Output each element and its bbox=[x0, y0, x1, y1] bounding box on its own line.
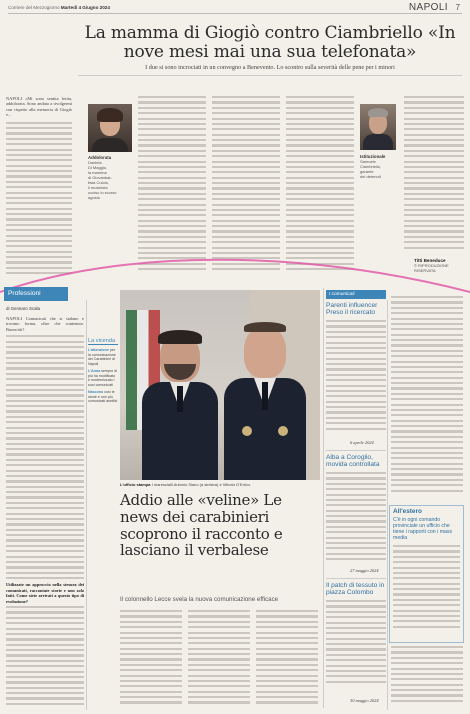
top-story-col-4 bbox=[286, 96, 354, 276]
top-story-col-2 bbox=[138, 96, 206, 276]
main-story-col-1 bbox=[120, 610, 182, 710]
section-label: NAPOLI bbox=[408, 2, 448, 13]
caption-line: tista Cutolo, bbox=[88, 180, 110, 185]
caption-line: Ciambriello, bbox=[360, 164, 382, 169]
comunicato-date: 6 aprile 2024 bbox=[350, 440, 374, 445]
caption-line: Samuele bbox=[360, 159, 376, 164]
note-label: Nascono bbox=[88, 390, 104, 394]
caption-line: agosto bbox=[88, 195, 101, 200]
byline: di Gennaro Scala bbox=[6, 306, 40, 311]
author-name: Titti Beneduce bbox=[414, 258, 446, 263]
caption-line: il musicista bbox=[88, 185, 108, 190]
photo-caption bbox=[120, 482, 320, 487]
left-column-lead: NAPOLI Comunicati che si stalano e trovano forma, oltre che contenuto. Buoncitti? bbox=[6, 316, 84, 332]
all-estero-question: C'è in ogni comando provinciale un ufficio che tiene i rapporti con i mass media bbox=[393, 517, 453, 541]
left-column-question: Utilizzate un approccio nella stesura dei comunicati, raccontate storie e non solo fatti. Come siete arrivati a questo tipo di evoluzione? bbox=[6, 582, 84, 604]
portrait-mother-label: Addolorata bbox=[88, 155, 112, 160]
comunicato-headline: Parenti influencer Preso il ricercato bbox=[326, 302, 378, 317]
column-divider bbox=[323, 288, 324, 708]
top-story-col-5 bbox=[404, 96, 464, 256]
header-left bbox=[8, 5, 110, 10]
top-story-col-1 bbox=[6, 96, 72, 276]
comunicato-date: 30 maggio 2024 bbox=[350, 698, 379, 703]
top-story-signature bbox=[414, 258, 470, 273]
caption-line: di Giovanbat- bbox=[88, 175, 112, 180]
la-vicenda-note bbox=[88, 390, 118, 404]
top-story-deck: I due si sono incrociati in un convegno a Benevento. Lo scontro sulla severità delle pene per i minori bbox=[78, 64, 462, 76]
caption-line: ucciso lo scorso bbox=[88, 190, 117, 195]
top-story-col-3 bbox=[212, 96, 280, 276]
photo-credit: L'ufficio stampa bbox=[120, 482, 151, 487]
comunicato-text bbox=[326, 320, 386, 440]
la-vicenda-box bbox=[88, 338, 118, 407]
text-lines bbox=[6, 122, 72, 275]
la-vicenda-note bbox=[88, 348, 118, 366]
carabinieri-photo bbox=[120, 290, 320, 480]
la-vicenda-note bbox=[88, 369, 118, 387]
column-divider bbox=[387, 300, 388, 710]
note-text: così le storie e non più comunicati asettici bbox=[88, 390, 118, 403]
left-column-text bbox=[6, 316, 84, 708]
top-story-headline: La mamma di Giogiò contro Ciambriello «In nove mesi mai una sua telefonata» bbox=[84, 23, 456, 62]
note-label: L'attenzione bbox=[88, 348, 109, 352]
portrait-garante bbox=[360, 104, 396, 150]
column-divider bbox=[86, 300, 87, 710]
comunicato-headline: Il patch di tessuto in piazza Colombo bbox=[326, 582, 385, 597]
la-vicenda-title: La vicenda bbox=[88, 338, 118, 345]
item-divider bbox=[326, 578, 386, 579]
main-story-col-2 bbox=[188, 610, 250, 710]
comunicato-text bbox=[326, 600, 386, 696]
caption-line: garante bbox=[360, 169, 374, 174]
caption-line: la mamma bbox=[88, 170, 107, 175]
comunicato-text bbox=[326, 472, 386, 570]
main-story-headline: Addio alle «veline» Le news dei carabinieri scoprono il racconto e lasciano il verbalese bbox=[120, 491, 283, 560]
main-story-col-3 bbox=[256, 610, 318, 710]
main-story-deck: Il colonnello Lecce svela la nuova comunicazione efficace bbox=[120, 596, 279, 603]
comunicato-headline: Alba a Coroglio, movida controllata bbox=[326, 454, 380, 469]
caption-line: dei detenuti bbox=[360, 174, 381, 179]
comunicati-label: I comunicati bbox=[326, 290, 386, 299]
newspaper-name: Corriere del Mezzogiorno bbox=[8, 5, 60, 10]
copyright-note: © RIPRODUZIONE RISERVATA bbox=[414, 263, 449, 273]
person-right bbox=[220, 312, 310, 480]
section-tab-professioni: Professioni bbox=[4, 287, 68, 301]
portrait-mother-caption bbox=[88, 155, 132, 200]
photo-caption-text: I marescialli Antonio Siano (a sinistra) e Vittorio D'Errico bbox=[151, 482, 251, 487]
top-story-intro: NAPOLI «Mi sono sentita ferita, addolorata. Sono andata a rivolgermi con rispetto alla memoria di Giogiò e... bbox=[6, 96, 72, 118]
caption-line: Daniela bbox=[88, 160, 102, 165]
page-header bbox=[8, 2, 462, 14]
portrait-mother bbox=[88, 104, 132, 152]
caption-line: Di Maggio, bbox=[88, 165, 108, 170]
page-number: 7 bbox=[455, 3, 460, 12]
note-text: sempre di più ha modificato e modernizzato i suoi comunicati bbox=[88, 369, 118, 387]
comunicato-date: 27 maggio 2024 bbox=[350, 568, 379, 573]
note-text: per la comunicazione dei Carabinieri di Napoli bbox=[88, 348, 116, 366]
portrait-garante-label: Istituzionale bbox=[360, 154, 386, 159]
note-label: L'Arma bbox=[88, 369, 101, 373]
far-right-column-text bbox=[391, 296, 463, 500]
issue-date: Martedì 4 Giugno 2024 bbox=[60, 5, 110, 10]
item-divider bbox=[326, 450, 386, 451]
far-right-column-text-lower bbox=[391, 646, 463, 708]
all-estero-title: All'estero bbox=[393, 508, 422, 515]
all-estero-box bbox=[389, 505, 464, 643]
person-left bbox=[140, 320, 220, 480]
portrait-garante-caption bbox=[360, 154, 400, 179]
